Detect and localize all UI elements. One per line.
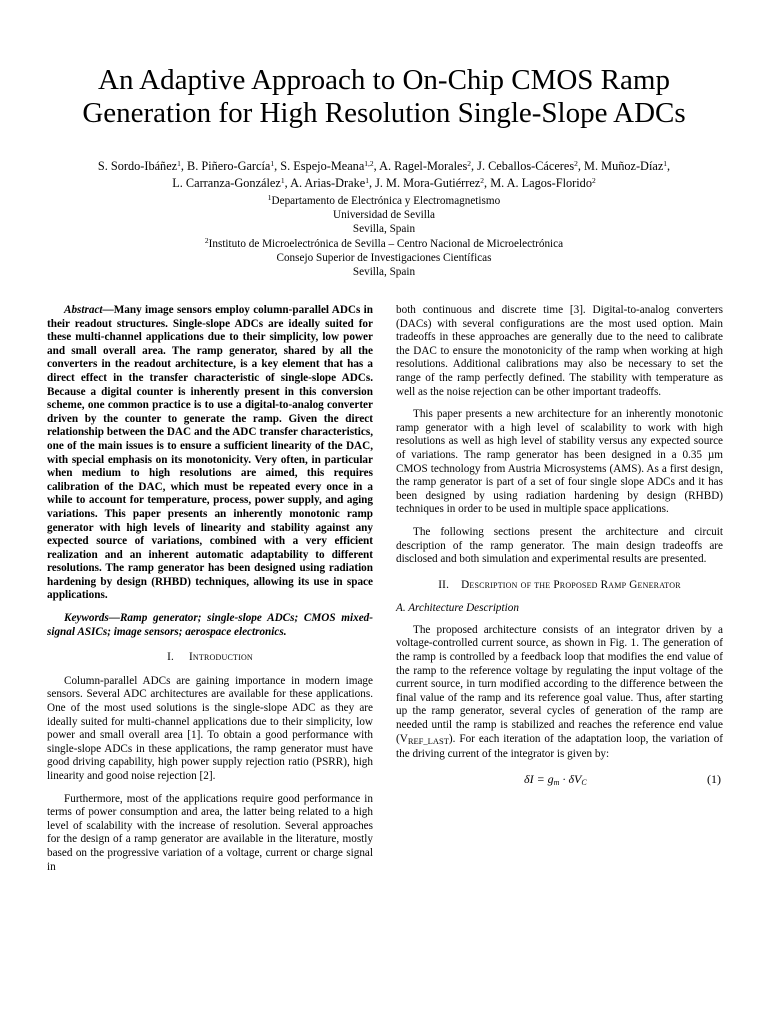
author-affiliation-mark: 1 (177, 159, 181, 168)
abstract (47, 304, 373, 603)
author-separator: , (577, 159, 585, 173)
author-separator: , (274, 159, 281, 173)
author-name: S. Espejo-Meana (280, 159, 365, 173)
affiliation-2-line-1: $^2$Instituto de Microelectrónica de Sevilla – Centro Nacional de Microelectrónica (204, 235, 564, 250)
author-name: M. Muñoz-Díaz (584, 159, 664, 173)
author-name: M. A. Lagos-Florido (490, 176, 592, 190)
author-affiliation-mark: 1 (365, 176, 369, 185)
affiliation-1-line-2: Universidad de Sevilla (333, 209, 435, 222)
author-affiliation-mark: 2 (467, 159, 471, 168)
authors-line-2 (20, 175, 748, 192)
authors-line-1 (20, 158, 748, 175)
author-name: L. Carranza-González (172, 176, 281, 190)
section-1-heading: I. Introduction (167, 651, 253, 664)
author-name: A. Arias-Drake (290, 176, 366, 190)
author-separator: , (471, 159, 478, 173)
author-separator: , (180, 159, 188, 173)
abstract-text: —Many image sensors employ column-parallel ADCs in their readout structures. Single-slope ADCs are ideally suited for these multi-channel applications due to their simplicity, low power and small overall area. The ramp generator, shared by all the converters in the readout architecture, is a key element that has a direct effect in the transfer characteristic of single-slope ADCs. Because a digital counter is inherently present in this conversion scheme, one common practice is to use a digital-to-analog converter driven by the counter to generate the ramp. Given the direct relationship between the DAC and the ADC transfer characteristics, one of the main issues is to ensure a sufficient linearity of the DAC, with special emphasis on its monotonicity. Very often, in particular when medium to high resolutions are aimed, this requires calibration of the DAC, which must be repeated every once in a while to account for temperature, process, power supply, and aging variations. This paper presents an inherently monotonic ramp generator with high levels of linearity and stability against any expected source of variations, combined with a very efficient realization and an inherent automatic adaptability to different resolutions. The ramp generator has been designed using radiation hardening by design (RHBD) techniques, allowing its use in space applications. (47, 304, 373, 602)
section-2-heading: II. Description of the Proposed Ramp Generator (438, 578, 681, 591)
affiliation-2-line-2: Consejo Superior de Investigaciones Científicas (276, 251, 492, 264)
intro-paragraph-1: Column-parallel ADCs are gaining importance in modern image sensors. Several ADC architectures are available for these applications. One of the most used solutions is the single-slope ADC as they are ideally suited for multi-channel applications due to their simplicity, low power and small overall area [1]. To obtain a good performance with single-slope ADCs in these applications, the ramp generator must have good driving capability, high power supply rejection ratio (PSRR), high linearity and good noise rejection [2]. (47, 674, 373, 782)
author-affiliation-mark: 1 (663, 159, 668, 168)
author-name: S. Sordo-Ibáñez (97, 159, 178, 173)
right-paragraph-3: The following sections present the architecture and circuit description of the ramp generator. The main design tradeoffs are disclosed and both simulation and experimental results are presented. (396, 525, 723, 566)
author-affiliation-mark: 2 (574, 159, 578, 168)
abstract-label: Abstract (64, 304, 103, 316)
equation-1 (396, 771, 723, 793)
keywords: Keywords—Ramp generator; single-slope ADCs; CMOS mixed-signal ASICs; image sensors; aerospace electronics. (47, 612, 373, 638)
author-separator: , (667, 159, 671, 173)
author-affiliation-mark: 2 (591, 176, 596, 185)
author-affiliation-mark: 1 (280, 176, 285, 185)
intro-paragraph-2: Furthermore, most of the applications require good performance in terms of power consumption and area, the latter being related to a high level of scalability with the increase of resolution. Several approaches for the design of a ramp generator are available in the literature, mostly based on the progressive variation of a voltage, current or charge signal in (47, 792, 373, 873)
equation-number: (1) (707, 771, 721, 786)
architecture-paragraph: The proposed architecture consists of an integrator driven by a voltage-controlled current source, as shown in Fig. 1. The generation of the ramp is controlled by a feedback loop that modifies the end value of the ramp to the reference voltage by regulating the input voltage of the current source, in turn modified according to the difference between the final value of the ramp and its reference goal value. Thus, after starting up the ramp generator, several cycles of generation of the ramp are needed until the ramp is stabilized and reaches the reference end value (VREF_LAST). For each iteration of the adaptation loop, the variation of the driving current of the integrator is given by: (396, 623, 723, 761)
author-affiliation-mark: 2 (480, 176, 485, 185)
right-paragraph-2: This paper presents a new architecture for an inherently monotonic ramp generator with a high level of scalability to work with high resolutions as well as high level of stability versus any expected source of variations. The ramp generator has been designed in a 0.35 µm CMOS technology from Austria Microsystems (AMS). As a first design, the ramp generator is part of a set of four single slope ADCs and it has been designed by using radiation hardening by design (RHBD) techniques in order to be used in multiple space applications. (396, 408, 723, 516)
author-separator: , (484, 176, 491, 190)
paper-title (30, 64, 738, 130)
author-name: A. Ragel-Morales (379, 159, 468, 173)
author-affiliation-mark: 1 (270, 159, 275, 168)
affiliation-1-line-1: $^1$Departamento de Electrónica y Electromagnetismo (267, 193, 501, 207)
author-name: J. Ceballos-Cáceres (477, 159, 575, 173)
author-affiliation-mark: 1,2 (364, 159, 374, 168)
equation-body: δI = gm · δVC (524, 771, 587, 787)
affiliation-2-line-3: Sevilla, Spain (352, 266, 416, 279)
author-name: B. Piñero-García (187, 159, 271, 173)
affiliation-1-line-3: Sevilla, Spain (352, 223, 416, 236)
right-column (396, 304, 723, 793)
author-separator: , (368, 176, 376, 190)
title-line-2: Generation for High Resolution Single-Slope ADCs (82, 97, 686, 129)
subsection-a-heading: A. Architecture Description (396, 602, 519, 615)
author-name: J. M. Mora-Gutiérrez (375, 176, 481, 190)
author-separator: , (284, 176, 291, 190)
title-line-1: An Adaptive Approach to On-Chip CMOS Ramp (98, 64, 670, 96)
author-list (20, 158, 748, 192)
affiliations (20, 194, 748, 279)
right-paragraph-1: both continuous and discrete time [3]. Digital-to-analog converters (DACs) with several configurations are the most used option. Main tradeoffs in these approaches are generally due to the need to calibrate the DAC to ensure the monotonicity of the ramp when working at high resolutions. Additional calibrations may also be necessary to set the range of the ramp perfectly defined. The stability with temperature as well as the noise rejection can be other important tradeoffs. (396, 304, 723, 398)
author-separator: , (373, 159, 380, 173)
left-column (47, 304, 373, 883)
